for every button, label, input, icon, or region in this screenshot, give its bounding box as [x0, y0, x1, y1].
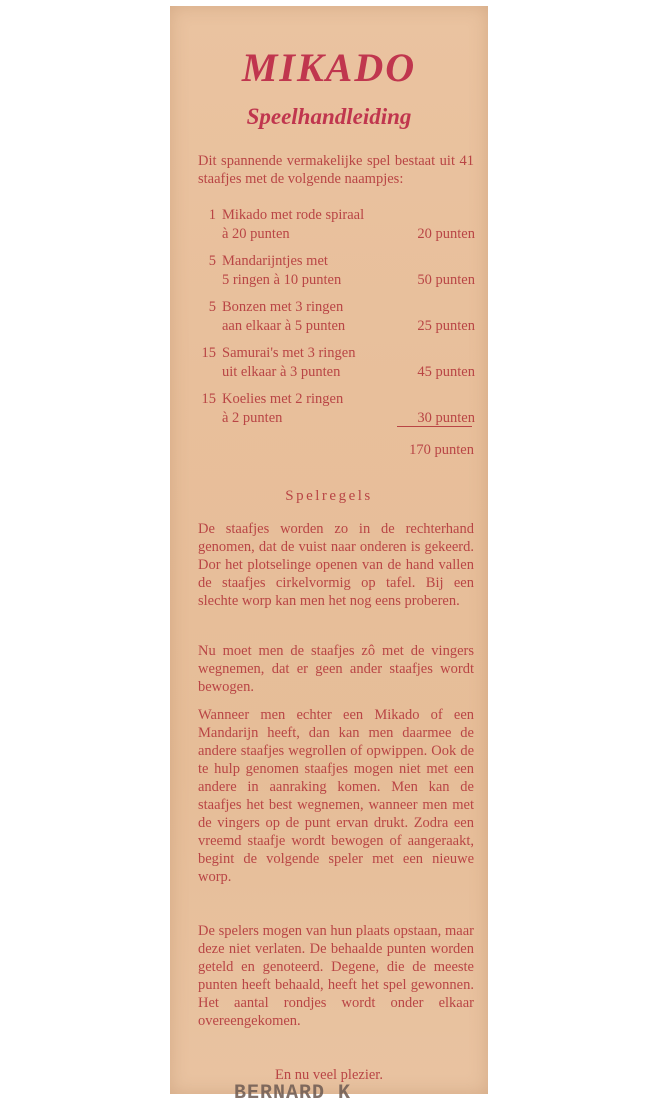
- item-points: 30 punten: [417, 410, 475, 426]
- rules-paragraph: De staafjes worden zo in de rechterhand genomen, dat de vuist naar onderen is gekeerd. Dor het plotselinge openen van de hand vallen de staafjes cirkelvormig op tafel. Bij een slechte worp kan men het nog eens proberen.: [198, 521, 474, 609]
- item-value: à 2 punten: [222, 410, 283, 426]
- item-value: 5 ringen à 10 punten: [222, 272, 342, 288]
- item-count: 15: [201, 345, 216, 361]
- rules-paragraph: De spelers mogen van hun plaats opstaan, maar deze niet verlaten. De behaalde punten worden geteld en genoteerd. Degene, die de meeste punten heeft behaald, heeft het spel gewonnen. Het aantal rondjes wordt onder elkaar overeengekomen.: [198, 923, 474, 1029]
- item-name: Koelies met 2 ringen: [222, 391, 344, 407]
- item-points: 50 punten: [417, 272, 475, 288]
- item-name: Mandarijntjes met: [222, 253, 328, 269]
- intro-text: Dit spannende vermakelijke spel bestaat uit 41 staafjes met de volgende naampjes:: [198, 153, 474, 187]
- sum-divider: [397, 426, 472, 427]
- item-count: 15: [201, 391, 216, 407]
- item-points: 20 punten: [417, 226, 475, 242]
- item-value: aan elkaar à 5 punten: [222, 318, 346, 334]
- item-value: à 20 punten: [222, 226, 290, 242]
- rules-heading: Spelregels: [285, 488, 373, 504]
- closing-text: En nu veel plezier.: [275, 1067, 383, 1083]
- document-title: MIKADO: [241, 45, 417, 90]
- item-name: Bonzen met 3 ringen: [222, 299, 344, 315]
- document-subtitle: Speelhandleiding: [246, 104, 412, 129]
- item-name: Samurai's met 3 ringen: [222, 345, 356, 361]
- signature-stamp: BERNARD K: [234, 1082, 352, 1105]
- total-points: 170 punten: [409, 442, 474, 458]
- rules-paragraph: Wanneer men echter een Mikado of een Mandarijn heeft, dan kan men daarmee de andere staafjes wegrollen of opwippen. Ook de te hulp genomen staafjes mogen niet met een andere in aanraking komen. Men kan de staafjes het best wegnemen, wanneer men met de vingers op de punt ervan drukt. Zodra een vreemd staafje wordt bewogen of aangeraakt, begint de volgende speler met een nieuwe worp.: [198, 707, 474, 885]
- item-count: 5: [208, 253, 216, 269]
- item-value: uit elkaar à 3 punten: [222, 364, 341, 380]
- item-count: 5: [208, 299, 216, 315]
- item-points: 45 punten: [417, 364, 475, 380]
- instruction-sheet: [170, 6, 488, 1105]
- item-points: 25 punten: [417, 318, 475, 334]
- rules-paragraph: Nu moet men de staafjes zô met de vingers wegnemen, dat er geen ander staafjes wordt bewogen.: [198, 643, 474, 695]
- item-name: Mikado met rode spiraal: [222, 207, 365, 223]
- item-count: 1: [208, 207, 216, 223]
